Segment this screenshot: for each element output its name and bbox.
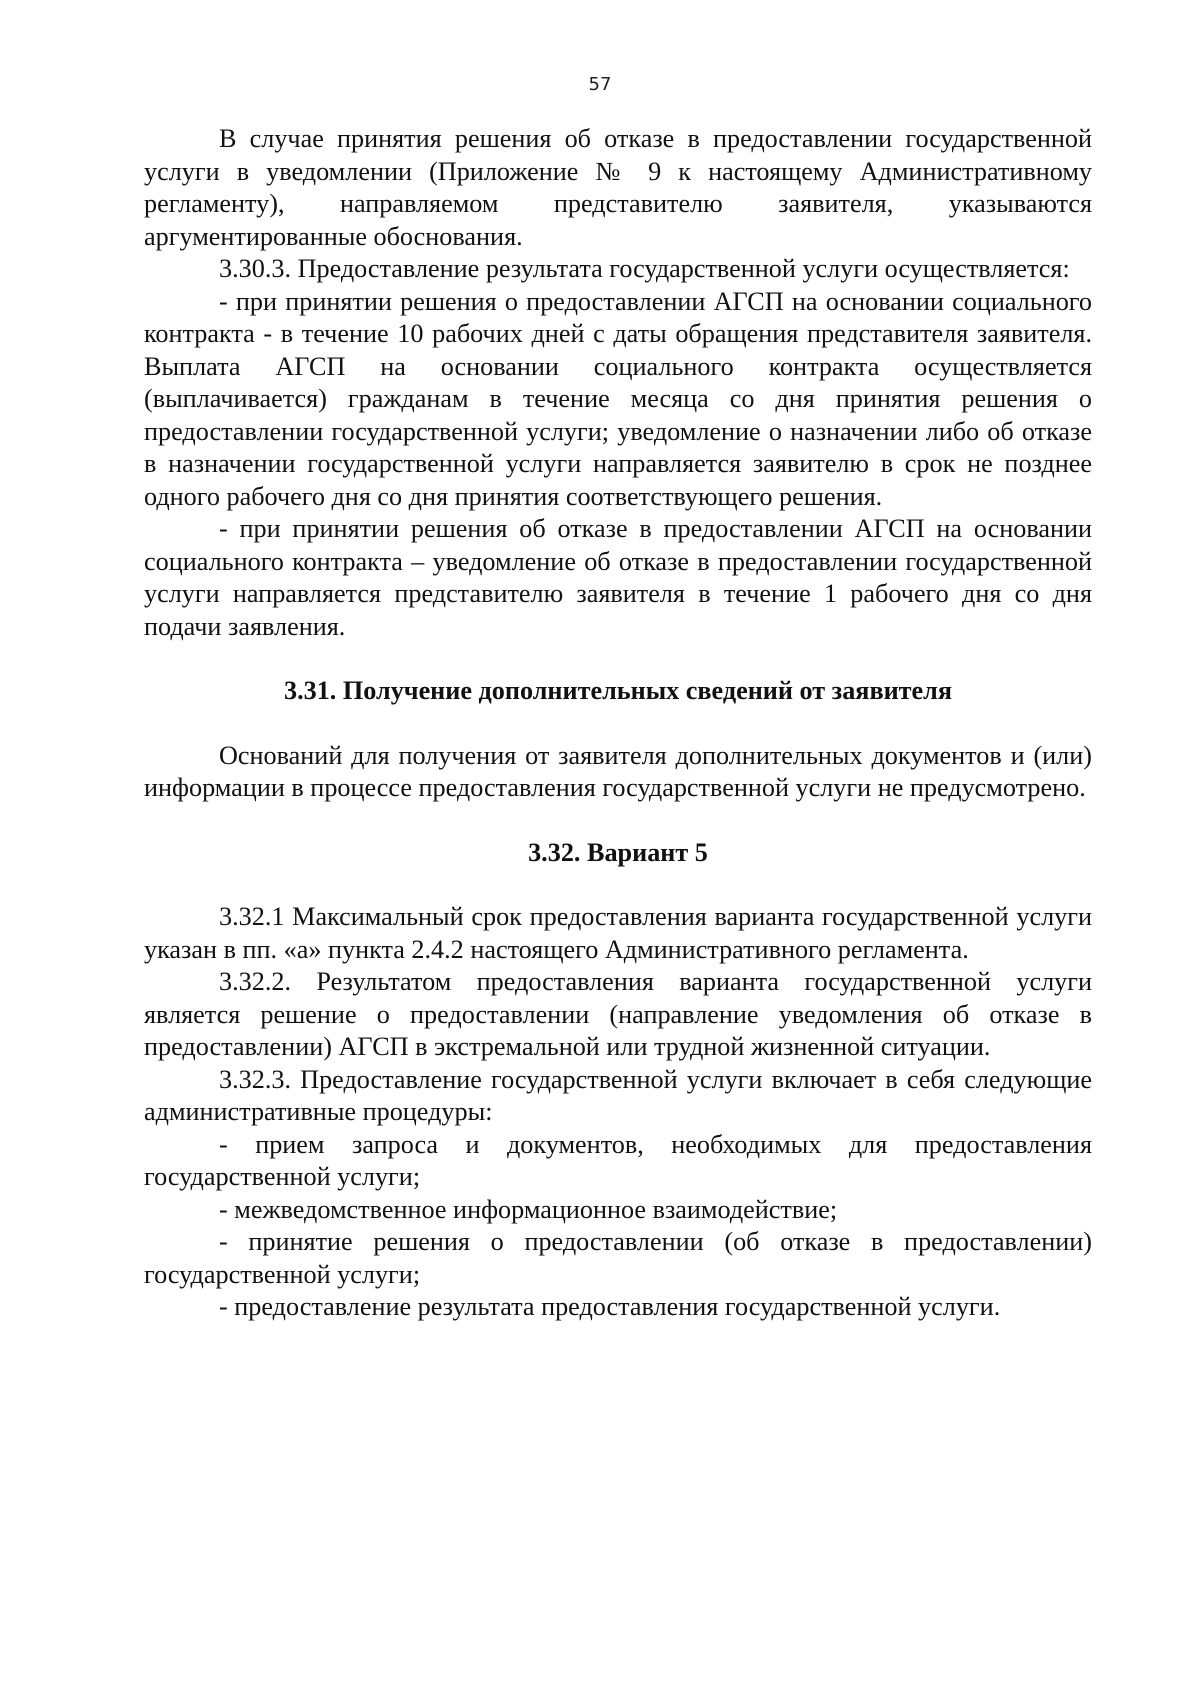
paragraph-no-additional-info: Оснований для получения от заявителя дополнительных документов и (или) информации в процессе предоставления государственной услуги не предусмотрено.: [144, 740, 1092, 802]
paragraph-3-32-3: 3.32.3. Предоставление государственной услуги включает в себя следующие административные процедуры:: [144, 1064, 1092, 1126]
paragraph-refusal-notice: В случае принятия решения об отказе в предоставлении государственной услуги в уведомлении (Приложение № 9 к настоящему Административному регламенту), направляемом представителю заявителя, указываются аргументированные обоснования.: [144, 124, 1092, 251]
list-item-interagency: - межведомственное информационное взаимодействие;: [219, 1194, 838, 1224]
list-item-decision: - принятие решения о предоставлении (об отказе в предоставлении) государственной услуги;: [144, 1227, 1092, 1289]
document-body: [144, 123, 1092, 1324]
spacer: [144, 643, 1092, 675]
list-item-request-intake: - прием запроса и документов, необходимых для предоставления государственной услуги;: [144, 1129, 1092, 1191]
page-number: 57: [588, 74, 612, 95]
paragraph-3-32-1: 3.32.1 Максимальный срок предоставления варианта государственной услуги указан в пп. «а» пункта 2.4.2 настоящего Административного регламента.: [144, 902, 1092, 964]
spacer: [144, 708, 1092, 740]
list-item-result-delivery: - предоставление результата предоставления государственной услуги.: [219, 1292, 1001, 1321]
spacer: [144, 869, 1092, 901]
heading-3-31: 3.31. Получение дополнительных сведений от заявителя: [283, 676, 953, 705]
paragraph-social-contract-grant: - при принятии решения о предоставлении АГСП на основании социального контракта - в течение 10 рабочих дней с даты обращения представителя заявителя. Выплата АГСП на основании социального контракта осуществляется (выплачивается) гражданам в течение месяца со дня принятия решения о предоставлении государственной услуги; уведомление о назначении либо об отказе в назначении государственной услуги направляется заявителю в срок не позднее одного рабочего дня со дня принятия соответствующего решения.: [144, 286, 1092, 511]
paragraph-3-32-2: 3.32.2. Результатом предоставления варианта государственной услуги является решение о предоставлении (направление уведомления об отказе в предоставлении) АГСП в экстремальной или трудной жизненной ситуации.: [144, 967, 1092, 1061]
heading-3-32: 3.32. Вариант 5: [528, 837, 708, 867]
spacer: [144, 805, 1092, 837]
paragraph-social-contract-refusal: - при принятии решения об отказе в предоставлении АГСП на основании социального контракта – уведомление об отказе в предоставлении государственной услуги направляется представителю заявителя в течение 1 рабочего дня со дня подачи заявления.: [144, 514, 1092, 641]
paragraph-3-30-3: 3.30.3. Предоставление результата государственной услуги осуществляется:: [219, 254, 1070, 283]
